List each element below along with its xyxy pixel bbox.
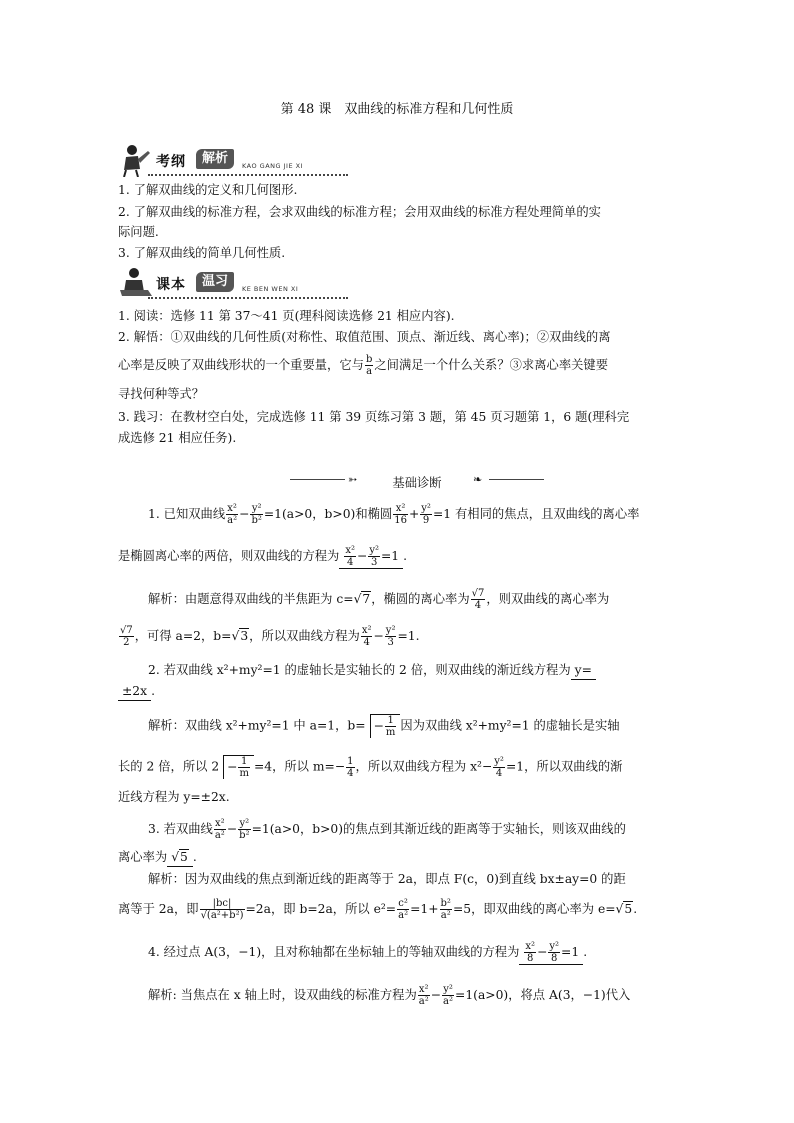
- dotted-rule: [148, 297, 348, 299]
- question-3: 3. 若双曲线 $\frac{\text{x²}}{\text{a²}}$ − $\frac{\text{y²}}{\text{b²}}$ =1(a>0，b>0)的焦点到其渐近线的距离等于实轴长，则该双曲线的: [148, 818, 626, 841]
- list-item: 心率是反映了双曲线形状的一个重要量，它与 $\frac{b}{a}$ 之间满足一个什么关系？③求离心率关键要: [118, 354, 609, 377]
- question-4: 4. 经过点 A(3，−1)，且对称轴都在坐标轴上的等轴双曲线的方程为 $\frac{\text{x²}}{8}$ − $\frac{\text{y²}}{8}$ =1 .: [148, 941, 588, 964]
- section-badge: 温习: [196, 272, 234, 292]
- solution-4: 解析: 当焦点在 x 轴上时，设双曲线的标准方程为 $\frac{\text{x²}}{\text{a²}}$ − $\frac{\text{y²}}{\text{a²}}$ =1(a>0)，将点 A(3，−1)代入: [148, 984, 631, 1007]
- list-item: 2. 了解双曲线的标准方程，会求双曲线的标准方程；会用双曲线的标准方程处理简单的实: [118, 205, 601, 219]
- solution-3: 解析：因为双曲线的焦点到渐近线的距离等于 2a，即点 F(c，0)到直线 bx±ay=0 的距: [148, 872, 626, 886]
- list-item: 寻找何种等式？: [118, 387, 205, 401]
- divider-label: 基础诊断: [392, 476, 442, 490]
- solution-2-end: 近线方程为 y=±2x.: [118, 790, 230, 804]
- solution-2: 解析：双曲线 x²+my²=1 中 a=1，b= − $\frac{1}{m}$ 因为双曲线 x²+my²=1 的虚轴长是实轴: [148, 715, 620, 738]
- solution-3-cont: 离等于 2a，即 $\frac{|bc|}{\text{√(a²+b²)}}$ =2a，即 b=2a，所以 e²= $\frac{\text{c²}}{\text{a²}}$ =1+ $\frac{\text{b²}}{\text{a²}}$ =5，即双曲线的离心率为 e=√5.: [118, 898, 638, 921]
- fraction: $\frac{b}{a}$: [365, 354, 373, 377]
- section-pinyin: KAO GANG JIE XI: [242, 162, 303, 170]
- answer-blank: $\frac{\text{x²}}{8}$ − $\frac{\text{y²}}{8}$ =1: [519, 941, 583, 965]
- section-badge: 解析: [196, 149, 234, 169]
- dotted-rule: [148, 174, 348, 176]
- section-divider: [290, 473, 544, 490]
- question-1-cont: 是椭圆离心率的两倍，则双曲线的方程为 $\frac{\text{x²}}{4}$ − $\frac{\text{y²}}{3}$ =1 .: [118, 545, 408, 568]
- section-header-kaogang: [118, 143, 348, 177]
- section-title: 考纲: [156, 154, 186, 170]
- answer-blank: y=: [571, 661, 596, 680]
- list-item: 2. 解悟：①双曲线的几何性质(对称性、取值范围、顶点、渐近线、离心率)；②双曲线的离: [118, 330, 611, 344]
- section-header-keben: [118, 266, 348, 300]
- divider-line: [489, 479, 544, 480]
- list-item: 3. 践习：在教材空白处，完成选修 11 第 39 页练习第 3 题，第 45 页习题第 1，6 题(理科完: [118, 410, 630, 424]
- list-item: 成选修 21 相应任务).: [118, 431, 237, 445]
- answer-blank: $\frac{\text{x²}}{4}$ − $\frac{\text{y²}}{3}$ =1: [339, 545, 403, 569]
- question-3-cont: 离心率为 √5 .: [118, 848, 197, 867]
- ornament-icon: ➳: [348, 473, 358, 486]
- list-item: 3. 了解双曲线的简单几何性质.: [118, 246, 286, 260]
- section-pinyin: KE BEN WEN XI: [242, 285, 299, 293]
- solution-2-cont: 长的 2 倍，所以 2 − $\frac{1}{m}$ =4，所以 m=− $\frac{1}{4}$ ，所以双曲线方程为 x²− $\frac{\text{y²}}{4}$ =1，所以双曲线的渐: [118, 755, 623, 779]
- question-2: 2. 若双曲线 x²+my²=1 的虚轴长是实轴长的 2 倍，则双曲线的渐近线方程为 y=: [148, 661, 596, 680]
- list-item: 1. 阅读：选修 11 第 37～41 页(理科阅读选修 21 相应内容).: [118, 309, 455, 323]
- question-1: 1. 已知双曲线 $\frac{\text{x²}}{\text{a²}}$ − $\frac{\text{y²}}{\text{b²}}$ =1(a>0，b>0)和椭圆 $\frac{\text{x²}}{16}$ + $\frac{\text{y²}}{9}$ =1 有相同的焦点，且双曲线的离心率: [148, 503, 640, 526]
- ornament-icon: ❧: [473, 473, 483, 486]
- reading-person-icon: [118, 266, 154, 300]
- list-item: 1. 了解双曲线的定义和几何图形.: [118, 183, 298, 197]
- question-2-cont: ±2x .: [118, 682, 155, 701]
- solution-1-cont: $\frac{√7}{2}$ ，可得 a=2，b=√3，所以双曲线方程为 $\frac{\text{x²}}{4}$ − $\frac{\text{y²}}{3}$ =1.: [120, 625, 420, 648]
- answer-blank: √5: [167, 848, 193, 867]
- person-figure-icon: [118, 143, 154, 177]
- answer-blank: ±2x: [118, 682, 151, 701]
- list-item: 际问题.: [118, 225, 159, 239]
- section-title: 课本: [156, 277, 186, 293]
- page-title: 第 48 课 双曲线的标准方程和几何性质: [280, 102, 514, 117]
- solution-1: 解析：由题意得双曲线的半焦距为 c=√7，椭圆的离心率为 $\frac{√7}{4}$ ，则双曲线的离心率为: [148, 588, 610, 611]
